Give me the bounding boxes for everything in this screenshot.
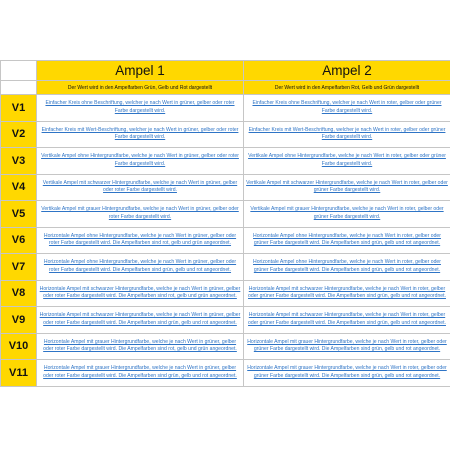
variant-row [1,307,450,334]
ampel-2-variant-cell [244,280,450,307]
ampel-2-title: Ampel 2 [244,61,450,81]
ampel-1-variant-cell [37,148,244,175]
ampel-2-variant-cell [244,174,450,201]
ampel-1-variant-link[interactable]: Horizontale Ampel mit grauer Hintergrundfarbe, welche je nach Wert in grüner, gelber oder roter Farbe dargestellt wird. Die Ampelfarben sind rot, gelb und grün angeordnet. [43,338,237,353]
ampel-2-variant-cell [244,121,450,148]
ampel-2-variant-cell [244,333,450,360]
variant-row [1,254,450,281]
ampel-1-variant-cell [37,254,244,281]
ampel-2-variant-link[interactable]: Vertikale Ampel mit schwarzer Hintergrundfarbe, welche je nach Wert in roter, gelber oder grüner Farbe dargestellt wird. [246,179,448,194]
ampel-2-variant-cell [244,360,450,387]
variant-label: V9 [1,307,37,334]
ampel-1-variant-link[interactable]: Einfacher Kreis ohne Beschriftung, welcher je nach Wert in grüner, gelber oder roter Farbe dargestellt wird. [45,100,235,114]
ampel-1-variant-cell [37,360,244,387]
ampel-2-variant-link[interactable]: Horizontale Ampel mit grauer Hintergrundfarbe, welche je nach Wert in roter, gelber oder grüner Farbe dargestellt wird. Die Ampelfarben sind grün, gelb und rot angeordnet. [247,338,447,353]
ampel-1-title: Ampel 1 [37,61,244,81]
ampel-2-variant-link[interactable]: Horizontale Ampel mit schwarzer Hintergrundfarbe, welche je nach Wert in roter, gelber oder grüner Farbe dargestellt wird. Die Ampelfarben sind grün, gelb und rot angeordnet. [248,285,446,300]
ampel-2-variant-link[interactable]: Horizontale Ampel mit schwarzer Hintergrundfarbe, welche je nach Wert in roter, gelber oder grüner Farbe dargestellt wird. Die Ampelfarben sind grün, gelb und rot angeordnet. [248,312,446,326]
ampel-1-variant-link[interactable]: Horizontale Ampel mit grauer Hintergrundfarbe, welche je nach Wert in grüner, gelber oder roter Farbe dargestellt wird. Die Ampelfarben sind grün, gelb und rot angeordnet. [43,365,237,379]
corner-cell-sub [1,81,37,95]
ampel-2-variant-link[interactable]: Einfacher Kreis mit Wert-Beschriftung, welcher je nach Wert in roter, gelber oder grüner Farbe dargestellt wird. [248,126,446,141]
variant-row [1,360,450,387]
ampel-1-subtitle: Der Wert wird in den Ampelfarben Grün, Gelb und Rot dargestellt [37,81,244,95]
ampel-2-variant-cell [244,254,450,281]
variant-label: V8 [1,280,37,307]
ampel-2-variant-cell [244,201,450,228]
ampel-1-variant-cell [37,307,244,334]
ampel-1-variant-link[interactable]: Horizontale Ampel mit schwarzer Hintergrundfarbe, welche je nach Wert in grüner, gelber oder roter Farbe dargestellt wird. Die Ampelfarben sind rot, gelb und grün angeordnet. [39,285,241,300]
variant-label: V6 [1,227,37,254]
ampel-2-variant-cell [244,148,450,175]
ampel-1-variant-cell [37,174,244,201]
ampel-2-variant-cell [244,95,450,122]
ampel-2-variant-link[interactable]: Horizontale Ampel ohne Hintergrundfarbe, welche je nach Wert in roter, gelber oder grüner Farbe dargestellt wird. Die Ampelfarben sind grün, gelb und rot angeordnet. [253,259,441,273]
ampel-2-variant-link[interactable]: Horizontale Ampel ohne Hintergrundfarbe, welche je nach Wert in roter, gelber oder grüner Farbe dargestellt wird. Die Ampelfarben sind grün, gelb und rot angeordnet. [253,232,441,247]
variant-label: V2 [1,121,37,148]
ampel-1-variant-link[interactable]: Horizontale Ampel mit schwarzer Hintergrundfarbe, welche je nach Wert in grüner, gelber oder roter Farbe dargestellt wird. Die Ampelfarben sind grün, gelb und rot angeordnet. [39,312,241,326]
variant-row [1,280,450,307]
ampel-1-variant-cell [37,280,244,307]
ampel-2-subtitle: Der Wert wird in den Ampelfarben Rot, Gelb und Grün dargestellt [244,81,450,95]
variant-label: V5 [1,201,37,228]
variant-label: V1 [1,95,37,122]
corner-cell [1,61,37,81]
variant-label: V4 [1,174,37,201]
ampel-1-variant-cell [37,333,244,360]
variant-label: V10 [1,333,37,360]
ampel-overview-table [0,60,450,387]
ampel-1-variant-cell [37,95,244,122]
ampel-1-variant-cell [37,121,244,148]
ampel-1-variant-cell [37,227,244,254]
ampel-2-variant-cell [244,307,450,334]
ampel-2-variant-link[interactable]: Vertikale Ampel mit grauer Hintergrundfarbe, welche je nach Wert in roter, gelber oder grüner Farbe dargestellt wird. [250,206,444,220]
variant-row [1,201,450,228]
ampel-1-variant-link[interactable]: Vertikale Ampel mit grauer Hintergrundfarbe, welche je nach Wert in grüner, gelber oder roter Farbe dargestellt wird. [41,206,239,220]
ampel-2-variant-link[interactable]: Horizontale Ampel mit grauer Hintergrundfarbe, welche je nach Wert in roter, gelber oder grüner Farbe dargestellt wird. Die Ampelfarben sind grün, gelb und rot angeordnet. [247,365,447,379]
ampel-2-variant-link[interactable]: Einfacher Kreis ohne Beschriftung, welcher je nach Wert in roter, gelber oder grüner Farbe dargestellt wird. [252,100,442,114]
ampel-2-variant-link[interactable]: Vertikale Ampel ohne Hintergrundfarbe, welche je nach Wert in roter, gelber oder grüner Farbe dargestellt wird. [248,153,446,167]
variant-label: V11 [1,360,37,387]
ampel-1-variant-link[interactable]: Vertikale Ampel mit schwarzer Hintergrundfarbe, welche je nach Wert in grüner, gelber oder roter Farbe dargestellt wird. [42,179,238,194]
variant-row [1,95,450,122]
variant-row [1,121,450,148]
ampel-1-variant-cell [37,201,244,228]
ampel-2-variant-cell [244,227,450,254]
ampel-1-variant-link[interactable]: Horizontale Ampel ohne Hintergrundfarbe, welche je nach Wert in grüner, gelber oder roter Farbe dargestellt wird. Die Ampelfarben sind grün, gelb und rot angeordnet. [43,259,237,273]
variant-row [1,148,450,175]
variant-row [1,333,450,360]
variant-label: V7 [1,254,37,281]
header-title-row [1,61,450,81]
ampel-1-variant-link[interactable]: Horizontale Ampel ohne Hintergrundfarbe, welche je nach Wert in grüner, gelber oder roter Farbe dargestellt wird. Die Ampelfarben sind rot, gelb und grün angeordnet. [43,232,237,247]
variant-label: V3 [1,148,37,175]
header-subtitle-row [1,81,450,95]
ampel-1-variant-link[interactable]: Einfacher Kreis mit Wert-Beschriftung, welcher je nach Wert in grüner, gelber oder roter Farbe dargestellt wird. [41,126,239,141]
variant-row [1,174,450,201]
ampel-1-variant-link[interactable]: Vertikale Ampel ohne Hintergrundfarbe, welche je nach Wert in grüner, gelber oder roter Farbe dargestellt wird. [41,153,239,167]
variant-row [1,227,450,254]
